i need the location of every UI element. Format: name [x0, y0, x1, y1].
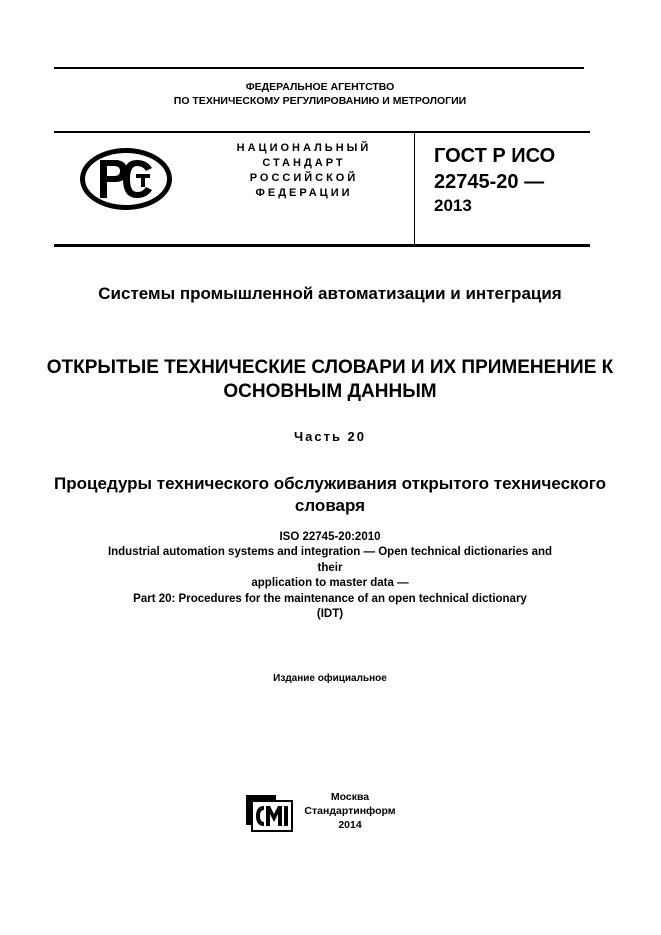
edition-label: Издание официальное — [273, 673, 387, 684]
publisher-year: 2014 — [338, 819, 362, 831]
iso-line-2: Industrial automation systems and integration — Open technical dictionaries and — [107, 546, 553, 559]
vertical-separator — [414, 133, 415, 245]
standartinform-logo-icon — [246, 795, 294, 833]
iso-line-3: their — [317, 561, 343, 574]
national-standard-label — [212, 141, 396, 201]
gost-line-3: 2013 — [434, 196, 472, 215]
agency-line-2: ПО ТЕХНИЧЕСКОМУ РЕГУЛИРОВАНИЮ И МЕТРОЛОГИИ — [173, 95, 467, 107]
gost-designation — [434, 143, 604, 217]
iso-reference — [40, 530, 620, 622]
publisher-block — [300, 790, 400, 832]
publisher-city: Москва — [330, 791, 370, 803]
subtitle: Процедуры технического обслуживания открытого технического словаря — [54, 474, 606, 515]
gost-line-2: 22745-20 — — [434, 171, 545, 193]
iso-line-4: application to master data — — [251, 577, 409, 590]
rst-logo-icon — [78, 146, 174, 212]
series-title: Системы промышленной автоматизации и интеграция — [98, 284, 562, 303]
national-line-1: НАЦИОНАЛЬНЫЙ — [236, 142, 372, 154]
standard-block-bottom-rule — [54, 244, 590, 247]
top-rule — [54, 67, 584, 69]
iso-line-6: (IDT) — [316, 608, 344, 621]
agency-header — [56, 80, 584, 108]
national-line-2: СТАНДАРТ — [262, 157, 346, 169]
iso-line-1: ISO 22745-20:2010 — [279, 531, 381, 543]
agency-line-1: ФЕДЕРАЛЬНОЕ АГЕНТСТВО — [245, 81, 395, 93]
national-line-3: РОССИЙСКОЙ — [249, 172, 359, 184]
main-title: ОТКРЫТЫЕ ТЕХНИЧЕСКИЕ СЛОВАРИ И ИХ ПРИМЕНЕНИЕ К ОСНОВНЫМ ДАННЫМ — [46, 357, 614, 402]
gost-line-1: ГОСТ Р ИСО — [434, 145, 556, 167]
part-label: Часть 20 — [293, 429, 367, 444]
iso-line-5: Part 20: Procedures for the maintenance of an open technical dictionary — [133, 592, 527, 605]
national-line-4: ФЕДЕРАЦИИ — [255, 187, 353, 199]
standard-block-top-rule — [54, 131, 590, 133]
publisher-name: Стандартинформ — [304, 805, 396, 817]
